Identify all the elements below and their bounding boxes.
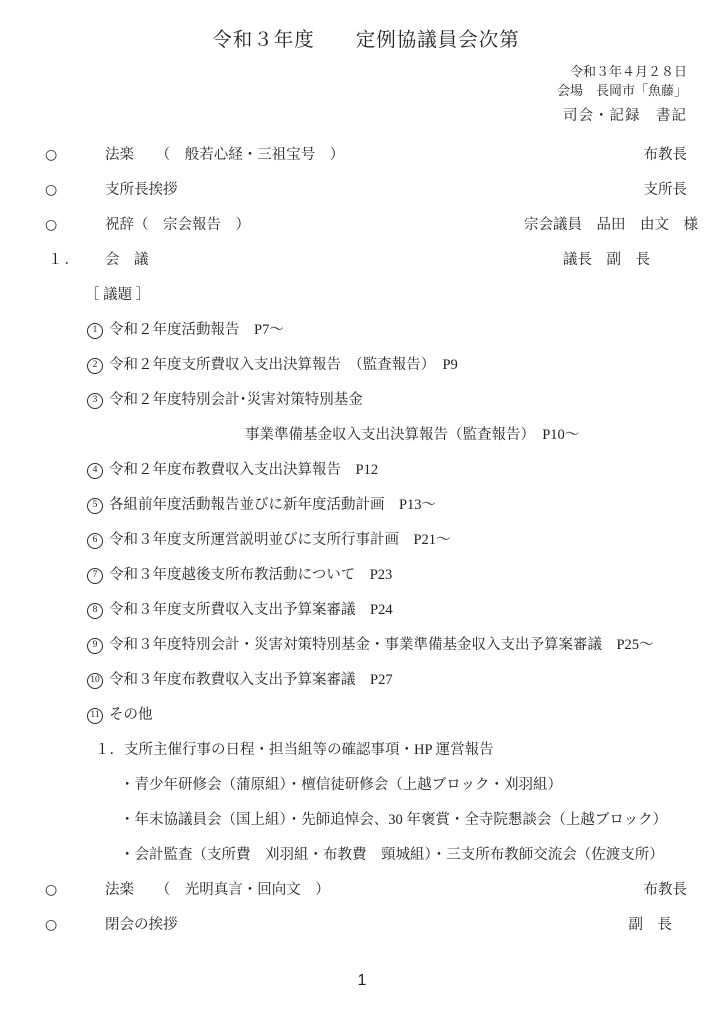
agenda-item-text: 令和２年度活動報告 P7～ [109, 322, 284, 338]
agenda-item-text: 令和３年度支所運営説明並びに支所行事計画 P21～ [109, 532, 451, 548]
opening-label: 祝辞（ 宗会報告 ） [105, 217, 250, 233]
agenda-item-text: 令和２年度支所費収入支出決算報告 （監査報告） P9 [109, 357, 458, 373]
agenda-item-text: その他 [109, 707, 153, 723]
closing-right-role: 布教長 [643, 882, 687, 898]
circled-number: 9 [87, 638, 103, 654]
agenda-item-text: 令和３年度布教費収入支出予算案審議 P27 [109, 672, 393, 688]
circled-number: 5 [87, 498, 103, 514]
circle-marker: ○ [45, 917, 58, 933]
opening-label: 法楽 （ 般若心経・三祖宝号 ） [105, 147, 345, 163]
opening-right-role: 議長 副 長 [563, 252, 650, 268]
circle-marker: ○ [45, 147, 58, 163]
agenda-item-text: 令和２年度特別会計･災害対策特別基金 [109, 392, 363, 408]
closing-label: 閉会の挨拶 [105, 917, 178, 933]
header-meta [45, 62, 687, 127]
agenda-item-text: 各組前年度活動報告並びに新年度活動計画 P13～ [109, 497, 437, 513]
agenda-item-5 [87, 495, 687, 516]
agenda-item-9 [87, 635, 687, 656]
agenda-item-11 [87, 705, 687, 726]
number-marker: １． [48, 252, 81, 268]
meeting-venue: 会場 長岡市「魚藤」 [556, 83, 687, 98]
agenda-item-1 [87, 320, 687, 341]
closing-row-farewell [45, 915, 687, 936]
opening-row-congratulations [45, 215, 698, 236]
agenda-item-4 [87, 460, 687, 481]
circle-marker: ○ [45, 217, 58, 233]
agenda-heading: ［ 議題 ］ [85, 287, 151, 303]
circled-number: 4 [87, 463, 103, 479]
closing-right-role: 副 長 [628, 917, 672, 933]
opening-row-greeting [45, 180, 687, 201]
circled-number: 11 [87, 708, 103, 724]
page-number: 1 [357, 972, 367, 989]
circled-number: 1 [87, 323, 103, 339]
agenda-item-2 [87, 355, 687, 376]
other-bullet-2: ・年末協議員会（国上組）・先師追悼会、30 年褒賞・全寺院懇談会（上越ブロック） [120, 812, 668, 828]
agenda-item-text: 令和３年度越後支所布教活動について P23 [109, 567, 393, 583]
opening-right-role: 宗会議員 品田 由文 様 [524, 217, 698, 233]
agenda-item-text: 令和３年度特別会計・災害対策特別基金・事業準備基金収入支出予算案審議 P25～ [109, 637, 654, 653]
circled-number: 8 [87, 603, 103, 619]
agenda-item-3-continuation: 事業準備基金収入支出決算報告（監査報告） P10～ [245, 427, 580, 443]
opening-row-hogaku [45, 145, 687, 166]
circled-number: 10 [87, 673, 103, 689]
circled-number: 6 [87, 533, 103, 549]
agenda-item-7 [87, 565, 687, 586]
closing-label: 法楽 （ 光明真言・回向文 ） [105, 882, 330, 898]
circle-marker: ○ [45, 882, 58, 898]
opening-row-meeting [45, 250, 687, 271]
circled-number: 3 [87, 393, 103, 409]
other-sub-item: １．支所主催行事の日程・担当組等の確認事項・HP 運営報告 [95, 742, 494, 758]
meeting-date: 令和３年４月２８日 [569, 64, 687, 79]
agenda-item-3 [87, 390, 687, 411]
circled-number: 7 [87, 568, 103, 584]
page-title: 令和３年度 定例協議員会次第 [212, 30, 520, 51]
circle-marker: ○ [45, 182, 58, 198]
agenda-item-10 [87, 670, 687, 691]
agenda-body [45, 145, 698, 936]
other-bullet-1: ・青少年研修会（蒲原組）・檀信徒研修会（上越ブロック・刈羽組） [120, 777, 562, 793]
opening-right-role: 支所長 [643, 182, 687, 198]
opening-label: 支所長挨拶 [105, 182, 178, 198]
opening-label: 会 議 [105, 252, 149, 268]
opening-right-role: 布教長 [643, 147, 687, 163]
agenda-item-6 [87, 530, 687, 551]
circled-number: 2 [87, 358, 103, 374]
closing-row-hogaku [45, 880, 687, 901]
agenda-item-text: 令和３年度支所費収入支出予算案審議 P24 [109, 602, 393, 618]
moderator-recorder: 司会・記録 書記 [563, 108, 687, 124]
agenda-item-8 [87, 600, 687, 621]
agenda-item-text: 令和２年度布教費収入支出決算報告 P12 [109, 462, 379, 478]
other-bullet-3: ・会計監査（支所費 刈羽組・布教費 頸城組）・三支所布教師交流会（佐渡支所） [120, 847, 664, 863]
